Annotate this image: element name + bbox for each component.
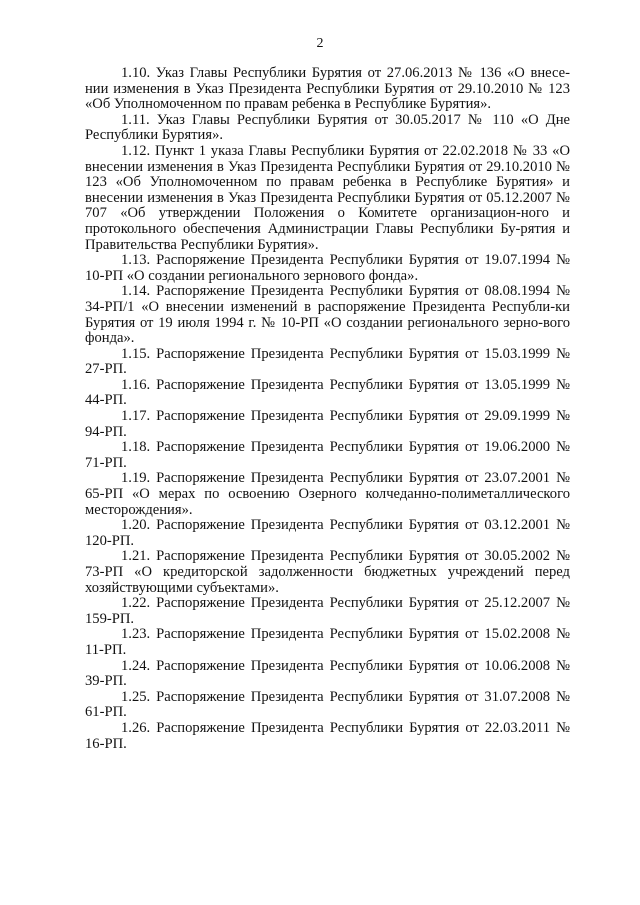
paragraph-1-19: 1.19. Распоряжение Президента Республики Бурятия от 23.07.2001 № 65-РП «О мерах по освоению Озерного колчеданно-полиметаллического месторождения». <box>85 470 570 518</box>
paragraph-1-13: 1.13. Распоряжение Президента Республики Бурятия от 19.07.1994 № 10-РП «О создании регионального зернового фонда». <box>85 252 570 284</box>
paragraph-1-14: 1.14. Распоряжение Президента Республики Бурятия от 08.08.1994 № 34-РП/1 «О внесении изменений в распоряжение Президента Республи-ки Бурятия от 19 июля 1994 г. № 10-РП «О создании регионального зерно-вого фонда». <box>85 283 570 347</box>
paragraph-1-11: 1.11. Указ Главы Республики Бурятия от 30.05.2017 № 110 «О Дне Республики Бурятия». <box>85 111 570 144</box>
page-number: 2 <box>316 36 324 51</box>
paragraph-1-23: 1.23. Распоряжение Президента Республики Бурятия от 15.02.2008 № 11-РП. <box>85 626 570 658</box>
document-body <box>85 66 570 752</box>
paragraph-1-18: 1.18. Распоряжение Президента Республики Бурятия от 19.06.2000 № 71-РП. <box>85 439 570 471</box>
paragraph-1-12: 1.12. Пункт 1 указа Главы Республики Бурятия от 22.02.2018 № 33 «О внесении изменения в Указ Президента Республики Бурятия от 29.10.2010 № 123 «Об Уполномоченном по правам ребенка в Республике Бурятия» и внесении изменения в Указ Президента Республики Бурятия от 05.12.2007 № 707 «Об утверждении Положения о Комитете организацион-ного и протокольного обеспечения Администрации Главы Республики Бу-рятия и Правительства Республики Бурятия». <box>85 142 570 253</box>
paragraph-1-26: 1.26. Распоряжение Президента Республики Бурятия от 22.03.2011 № 16-РП. <box>85 719 570 752</box>
paragraph-1-15: 1.15. Распоряжение Президента Республики Бурятия от 15.03.1999 № 27-РП. <box>85 345 570 378</box>
paragraph-1-25: 1.25. Распоряжение Президента Республики Бурятия от 31.07.2008 № 61-РП. <box>85 688 570 721</box>
paragraph-1-21: 1.21. Распоряжение Президента Республики Бурятия от 30.05.2002 № 73-РП «О кредиторской задолженности бюджетных учреждений перед хозяйствующими субъектами». <box>85 548 570 596</box>
paragraph-1-17: 1.17. Распоряжение Президента Республики Бурятия от 29.09.1999 № 94-РП. <box>85 408 570 440</box>
paragraph-1-24: 1.24. Распоряжение Президента Республики Бурятия от 10.06.2008 № 39-РП. <box>85 657 570 690</box>
paragraph-1-16: 1.16. Распоряжение Президента Республики Бурятия от 13.05.1999 № 44-РП. <box>85 376 570 409</box>
paragraph-1-10: 1.10. Указ Главы Республики Бурятия от 27.06.2013 № 136 «О внесе-нии изменения в Указ Президента Республики Бурятия от 29.10.2010 № 123 «Об Уполномоченном по правам ребенка в Республике Бурятия». <box>85 65 570 113</box>
paragraph-1-20: 1.20. Распоряжение Президента Республики Бурятия от 03.12.2001 № 120-РП. <box>85 517 570 549</box>
paragraph-1-22: 1.22. Распоряжение Президента Республики Бурятия от 25.12.2007 № 159-РП. <box>85 595 570 627</box>
